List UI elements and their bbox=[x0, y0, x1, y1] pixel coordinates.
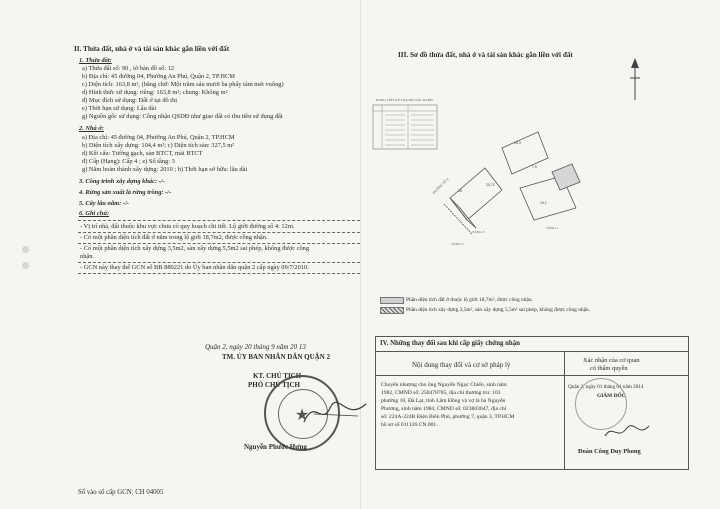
change-entry-line: số: 224A-224B Điện Biên Phủ, phường 7, quận 3, TP.HCM bbox=[381, 414, 515, 420]
change-entry-line: 1982, CMND số: 250478705, địa chỉ thường trú: 103 bbox=[381, 390, 501, 396]
land-area: c) Diện tích: 163,8 m², (bằng chữ: Một trăm sáu mươi ba phẩy tám mét vuông) bbox=[82, 81, 284, 88]
change-entry-line: hồ sơ số 011126.CN.001. bbox=[381, 422, 438, 428]
change-entry-line: Phương, sinh năm 1984, CMND số: 023803647, địa chỉ bbox=[381, 406, 507, 412]
house-structure: d) Kết cấu: Tường gạch, sàn BTCT, mái BTCT bbox=[82, 150, 203, 157]
svg-text:18,3: 18,3 bbox=[514, 141, 521, 145]
notes-divider bbox=[78, 262, 360, 263]
house-areas: b) Diện tích xây dựng: 104,4 m²; c) Diện tích sàn: 327,5 m² bbox=[82, 142, 235, 149]
other-construction: 3. Công trình xây dựng khác: -/- bbox=[79, 178, 165, 185]
svg-text:18: 18 bbox=[458, 189, 462, 193]
land-address: b) Địa chỉ: 45 đường 04, Phường An Phú, Quận 2, TP.HCM bbox=[82, 73, 235, 80]
planted-forest: 4. Rừng sản xuất là rừng trồng: -/- bbox=[79, 189, 172, 196]
notes-divider bbox=[78, 220, 360, 221]
notes-divider bbox=[78, 232, 360, 233]
floor-3-label: TẦNG 3 bbox=[472, 230, 485, 234]
legend-swatch-unpermitted bbox=[380, 307, 404, 314]
note-line: - Vị trí nhà, đất thuộc khu vực chưa có quy hoạch chi tiết. Lộ giới đường số 4: 12m. bbox=[80, 223, 295, 230]
legend-unpermitted: Phần diện tích xây dựng 3,5m², sàn xây dựng 5,5m² sai phép, không được công nhận. bbox=[406, 307, 591, 313]
land-purpose: đ) Mục đích sử dụng: Đất ở tại đô thị bbox=[82, 97, 178, 104]
change-entry-line: phường 10, Đà Lạt, tỉnh Lâm Đồng và vợ là bà Nguyễn bbox=[381, 398, 506, 404]
confirm-name: Đoàn Công Duy Phong bbox=[578, 448, 641, 455]
page-fold bbox=[360, 0, 361, 509]
signer-title-2: PHÓ CHỦ TỊCH bbox=[248, 381, 300, 389]
parcel-diagram bbox=[440, 128, 600, 243]
signer-name: Nguyễn Phước Hưng bbox=[244, 443, 307, 451]
perennial-trees: 5. Cây lâu năm: -/- bbox=[79, 200, 129, 207]
land-origin: g) Nguồn gốc sử dụng: Công nhận QSDĐ như giao đất có thu tiền sử dụng đất bbox=[82, 113, 283, 120]
note-line: - GCN này thay thế GCN số BB 880221 do Ủy ban nhân dân quận 2 cấp ngày 09/7/2010. bbox=[80, 264, 309, 271]
note-line: - Có một phần diện tích xây dựng 3,5m2, sàn xây dựng 5,5m2 sai phép, không được công bbox=[80, 245, 310, 252]
section-ii-title: II. Thửa đất, nhà ở và tài sản khác gắn liền với đất bbox=[74, 45, 230, 53]
notes-divider bbox=[78, 273, 360, 274]
land-parcel: a) Thửa đất số: 90 , tờ bản đồ số: 12 bbox=[82, 65, 175, 72]
legend-road-reserve: Phần diện tích đất ở thuộc lộ giới 18,7m², được công nhận. bbox=[406, 297, 533, 303]
house-heading: 2. Nhà ở: bbox=[79, 125, 104, 132]
issue-date: Quận 2, ngày 20 tháng 9 năm 20 13 bbox=[205, 343, 306, 351]
changes-table-rule bbox=[375, 351, 689, 352]
changes-table-divider bbox=[564, 351, 565, 470]
note-line: - Có một phần diện tích đất ở nằm trong lộ giới 18,7m2, được công nhận. bbox=[80, 234, 268, 241]
coordinate-table bbox=[372, 104, 438, 150]
changes-table-rule bbox=[375, 375, 689, 376]
section-iv-title: IV. Những thay đổi sau khi cấp giấy chứng nhận bbox=[380, 340, 520, 347]
house-address: a) Địa chỉ: 45 đường 04, Phường An Phú, Quận 2, TP.HCM bbox=[82, 134, 235, 141]
official-seal: ★ bbox=[264, 375, 340, 451]
confirm-title: GIÁM ĐỐC bbox=[597, 393, 626, 399]
floor-2-label: TẦNG 2 bbox=[451, 242, 464, 246]
changes-col-content-header: Nội dung thay đổi và cơ sở pháp lý bbox=[412, 361, 511, 369]
changes-col-confirm-header-2: có thẩm quyền bbox=[590, 365, 628, 372]
legend-swatch-road-reserve bbox=[380, 297, 404, 304]
street-label: ĐƯỜNG SỐ 4 bbox=[432, 177, 450, 195]
signer-title-1: KT. CHỦ TỊCH bbox=[253, 372, 302, 380]
issuing-authority: TM. ỦY BAN NHÂN DÂN QUẬN 2 bbox=[222, 353, 331, 361]
svg-text:7,5: 7,5 bbox=[532, 165, 537, 169]
confirm-date: Quận 2, ngày 01 tháng 01 năm 2014 bbox=[568, 384, 644, 390]
signature bbox=[300, 392, 370, 432]
note-line: nhận. bbox=[80, 253, 95, 260]
floor-1-label: TẦNG 1 bbox=[546, 226, 559, 230]
changes-col-confirm-header-1: Xác nhận của cơ quan bbox=[583, 357, 640, 364]
house-year: g) Năm hoàn thành xây dựng: 2010 ; h) Thời hạn sở hữu: lâu dài bbox=[82, 166, 248, 173]
punch-hole bbox=[22, 262, 29, 269]
svg-text:20,71: 20,71 bbox=[486, 183, 495, 187]
confirm-signature bbox=[602, 420, 652, 442]
punch-hole bbox=[22, 246, 29, 253]
land-duration: e) Thời hạn sử dụng: Lâu dài bbox=[82, 105, 157, 112]
north-arrow-icon bbox=[627, 56, 643, 104]
house-grade: đ) Cấp (Hạng): Cấp 4 ; e) Số tầng: 3 bbox=[82, 158, 175, 165]
notes-heading: 6. Ghi chú: bbox=[79, 210, 110, 217]
notes-divider bbox=[78, 243, 360, 244]
land-usage-form: d) Hình thức sử dụng: riêng: 163,8 m²; chung: Không m² bbox=[82, 89, 228, 96]
svg-text:19,1: 19,1 bbox=[540, 201, 547, 205]
registry-number: Số vào sổ cấp GCN: CH 04005 bbox=[78, 489, 164, 496]
change-entry-line: Chuyển nhượng cho ông Nguyễn Ngọc Chiến, sinh năm bbox=[381, 382, 507, 388]
coord-table-title: BẢNG LIỆT KÊ TỌA ĐỘ GÓC RANH bbox=[376, 98, 433, 102]
section-iii-title: III. Sơ đồ thửa đất, nhà ở và tài sản khác gắn liền với đất bbox=[398, 51, 573, 59]
land-heading: 1. Thửa đất: bbox=[79, 57, 112, 64]
